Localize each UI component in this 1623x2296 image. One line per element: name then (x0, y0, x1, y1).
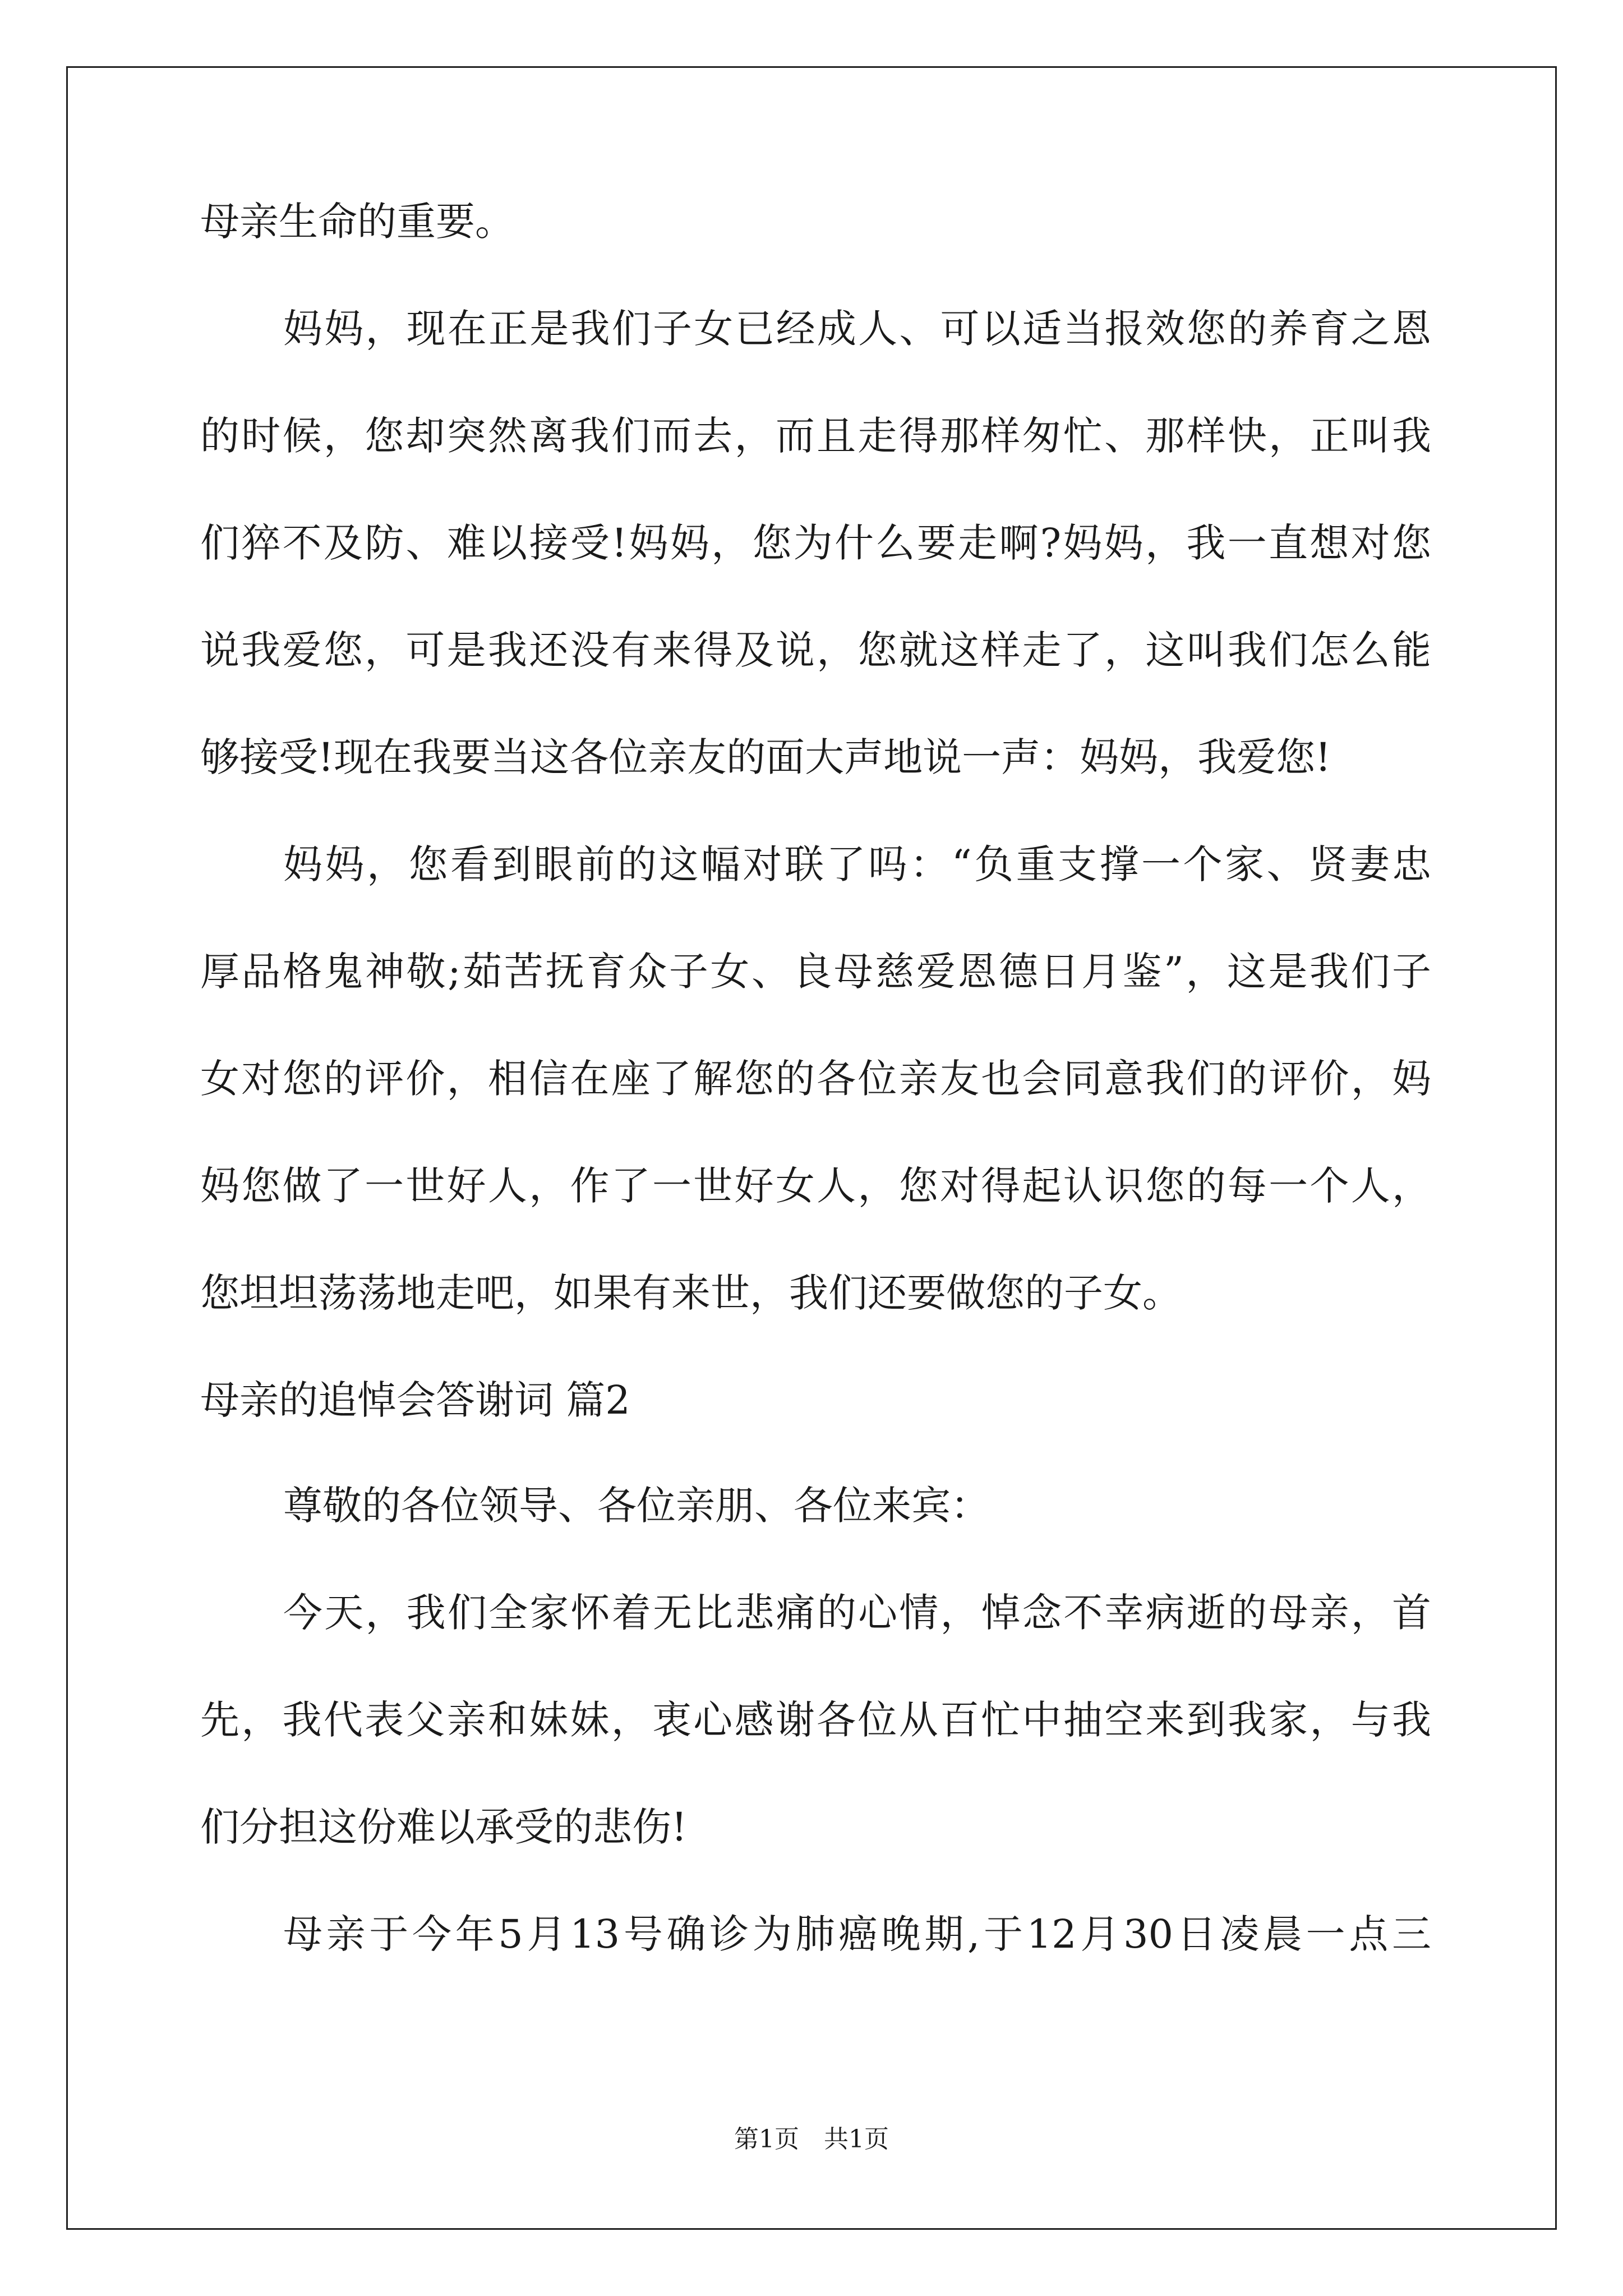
page-footer: 第1页 共1页 (734, 2125, 889, 2154)
document-body (200, 199, 1431, 2022)
text-line: 们猝不及防、难以接受!妈妈，您为什么要走啊?妈妈，我一直想对您 (200, 520, 1431, 566)
text-line: 的时候，您却突然离我们而去，而且走得那样匆忙、那样快，正叫我 (200, 413, 1431, 459)
text-line: 女对您的评价，相信在座了解您的各位亲友也会同意我们的评价，妈 (200, 1056, 1431, 1102)
section-heading: 母亲的追悼会答谢词 篇2 (200, 1377, 630, 1423)
text-line: 够接受!现在我要当这各位亲友的面大声地说一声：妈妈，我爱您! (200, 734, 1331, 780)
text-line: 厚品格鬼神敬;茹苦抚育众子女、良母慈爱恩德日月鉴”，这是我们子 (200, 949, 1431, 995)
text-line: 妈您做了一世好人，作了一世好女人，您对得起认识您的每一个人， (200, 1163, 1431, 1209)
text-line: 尊敬的各位领导、各位亲朋、各位来宾： (283, 1483, 990, 1529)
text-line: 说我爱您，可是我还没有来得及说，您就这样走了，这叫我们怎么能 (200, 627, 1431, 673)
text-line: 妈妈，现在正是我们子女已经成人、可以适当报效您的养育之恩 (283, 306, 1431, 352)
text-line: 母亲生命的重要。 (200, 199, 514, 245)
text-line: 今天，我们全家怀着无比悲痛的心情，悼念不幸病逝的母亲，首 (283, 1590, 1431, 1636)
text-line: 您坦坦荡荡地走吧，如果有来世，我们还要做您的子女。 (200, 1270, 1182, 1316)
text-line: 先，我代表父亲和妹妹，衷心感谢各位从百忙中抽空来到我家，与我 (200, 1697, 1431, 1743)
text-line: 妈妈，您看到眼前的这幅对联了吗：“负重支撑一个家、贤妻忠 (283, 841, 1431, 887)
text-line: 母亲于今年5月13号确诊为肺癌晚期,于12月30日凌晨一点三 (283, 1911, 1431, 1957)
text-line: 们分担这份难以承受的悲伤! (200, 1804, 688, 1850)
